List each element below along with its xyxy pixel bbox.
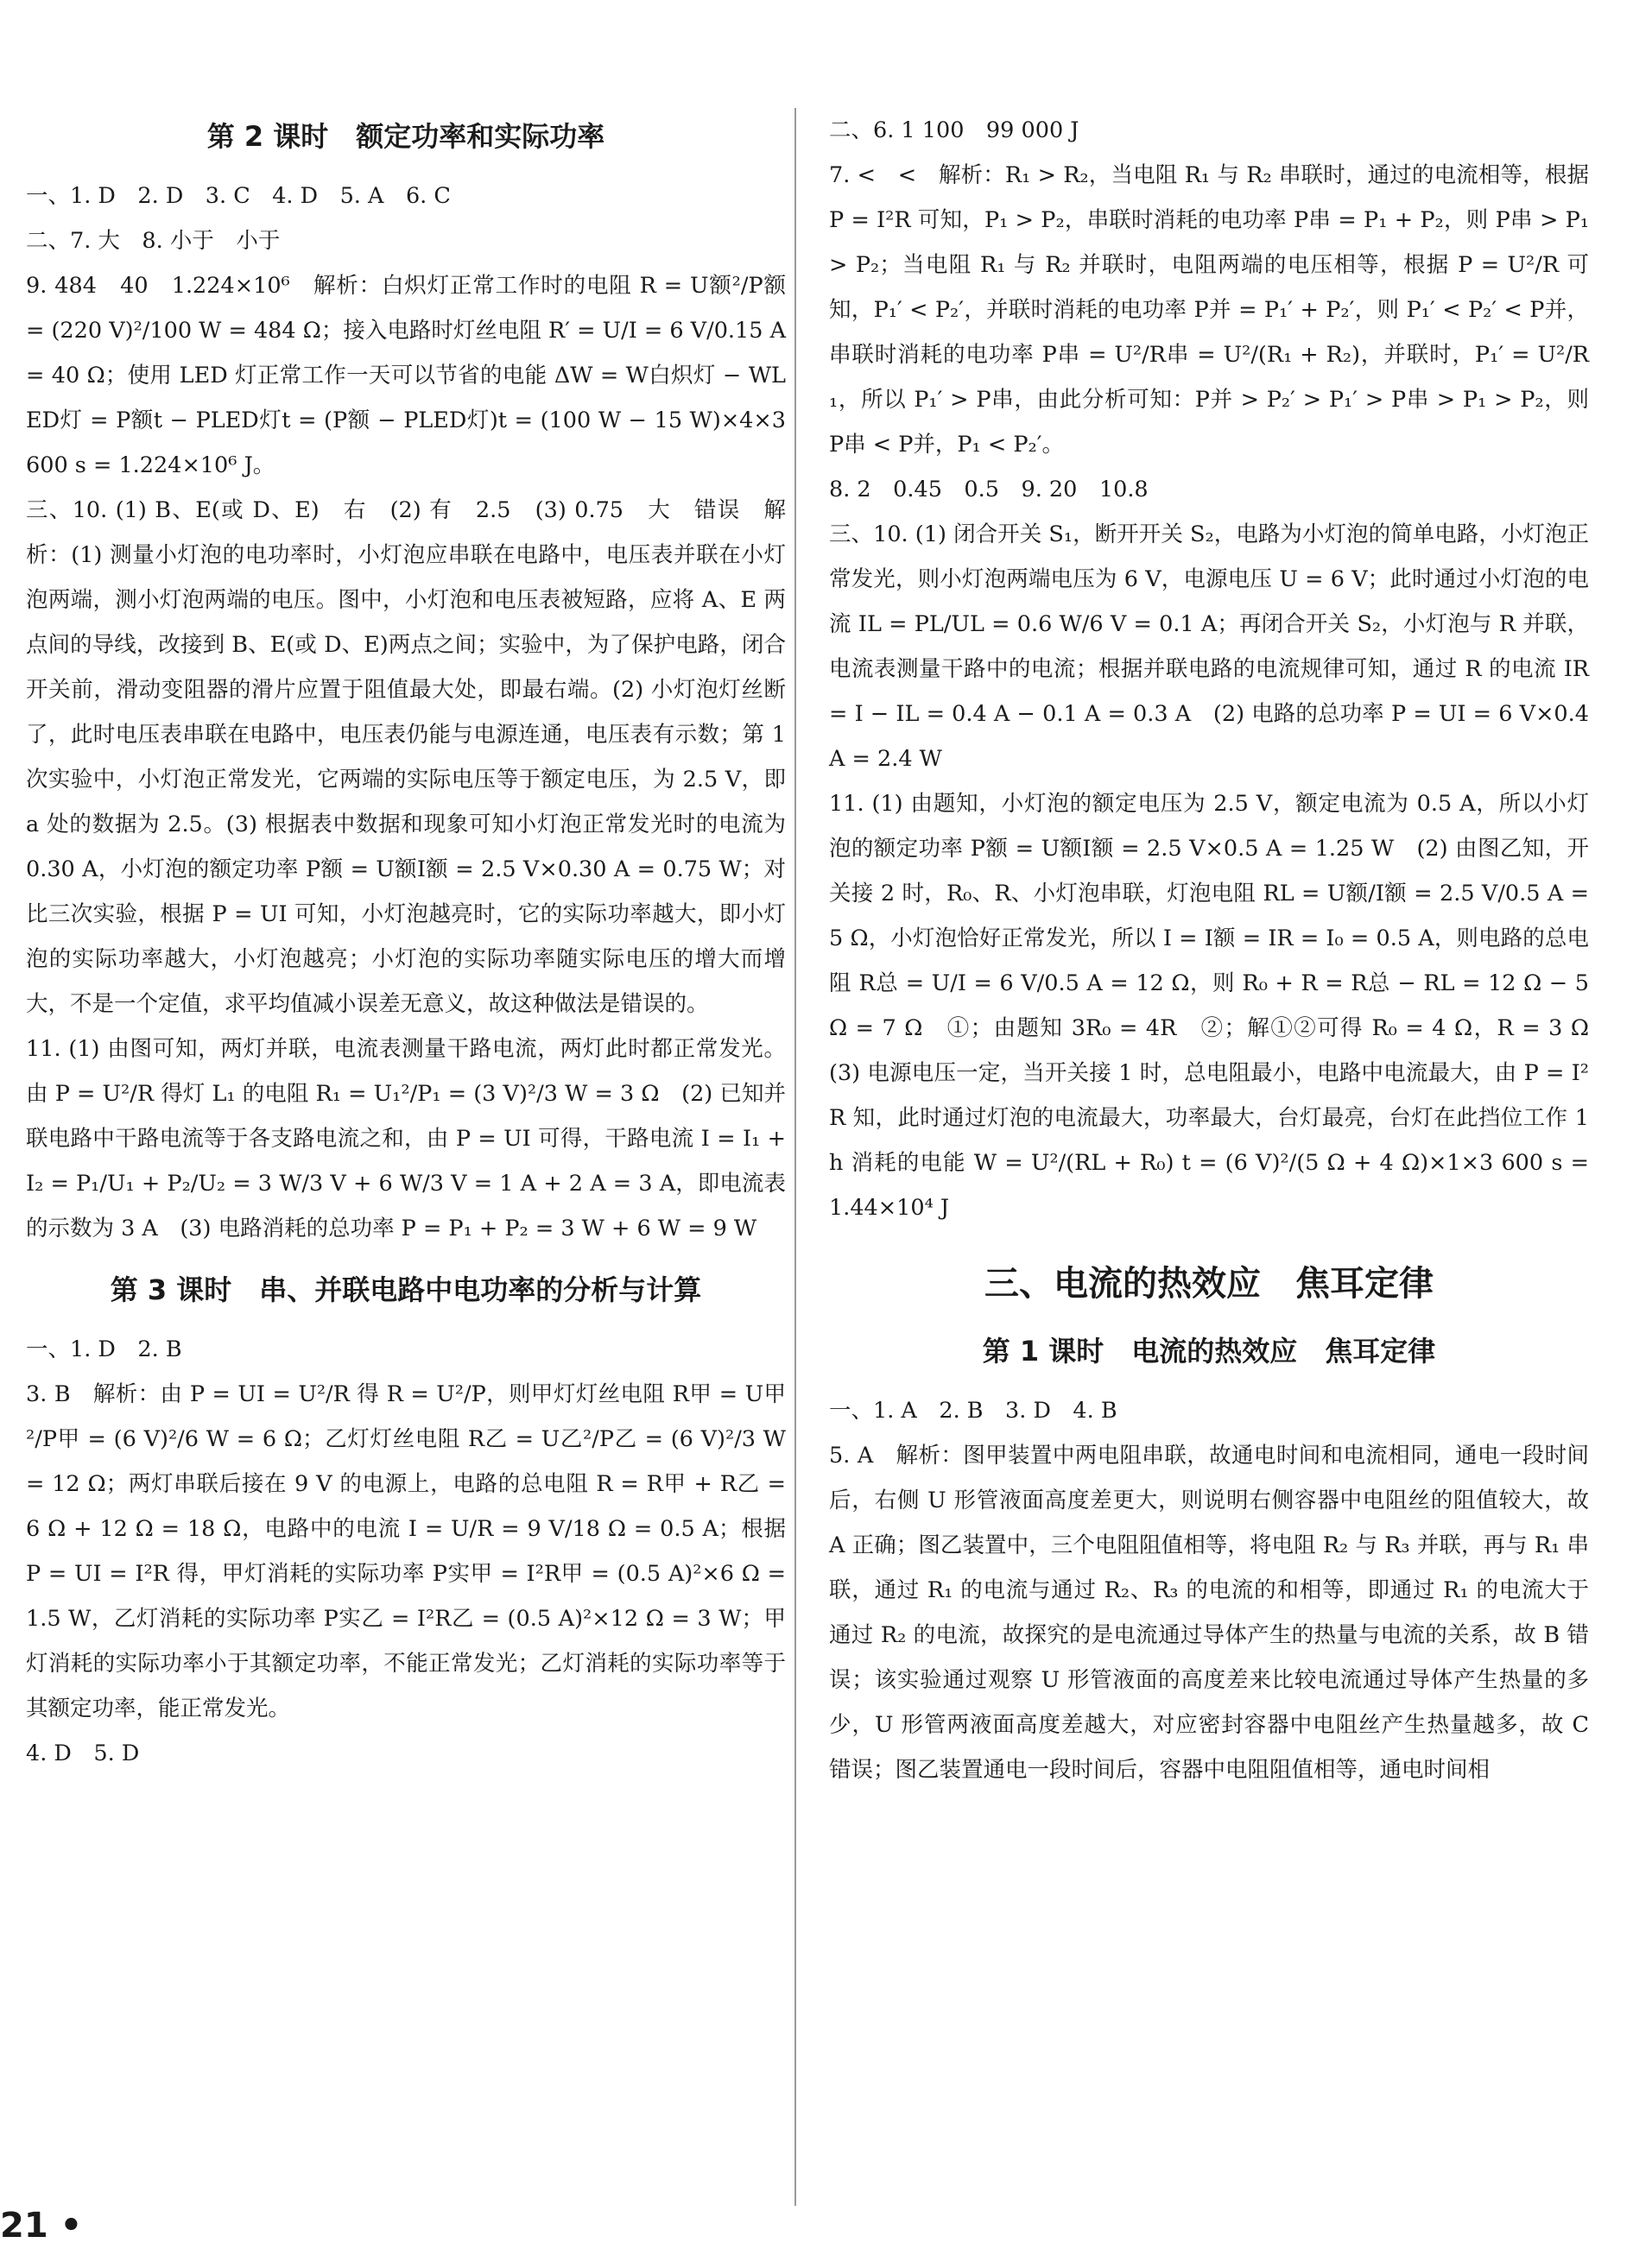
answer-q11-right: 11. (1) 由题知，小灯泡的额定电压为 2.5 V，额定电流为 0.5 A，所以小灯泡的额定功率 P额 = U额I额 = 2.5 V×0.5 A = 1.25 W (2) 由图乙知，开关接 2 时，R₀、R、小灯泡串联，灯泡电阻 RL = U额/I额 = 2.5 V/0.5 A = 5 Ω，小灯泡恰好正常发光，所以 I = I额 = IR = I₀ = 0.5 A，则电路的总电阻 R总 = U/I = 6 V/0.5 A = 12 Ω，则 R₀ + R = R总 − RL = 12 Ω − 5 Ω = 7 Ω ①；由题知 3R₀ = 4R ②；解①②可得 R₀ = 4 Ω，R = 3 Ω (3) 电源电压一定，当开关接 1 时，总电阻最小，电路中电流最大，由 P = I²R 知，此时通过灯泡的电流最大，功率最大，台灯最亮，台灯在此挡位工作 1 h 消耗的电能 W = U²/(RL + R₀) t = (6 V)²/(5 Ω + 4 Ω)×1×3 600 s = 1.44×10⁴ J: [829, 791, 1611, 1221]
right-column: [829, 108, 1611, 1792]
answer-part2: 二、7. 大 8. 小于 小于: [26, 228, 281, 254]
answer-q10: 三、10. (1) B、E(或 D、E) 右 (2) 有 2.5 (3) 0.75 大 错误 解析：(1) 测量小灯泡的电功率时，小灯泡应串联在电路中，电压表并联在小灯泡两端，测小灯泡两端的电压。图中，小灯泡和电压表被短路，应将 A、E 两点间的导线，改接到 B、E(或 D、E)两点之间；实验中，为了保护电路，闭合开关前，滑动变阻器的滑片应置于阻值最大处，即最右端。(2) 小灯泡灯丝断了，此时电压表串联在电路中，电压表仍能与电源连通，电压表有示数；第 1 次实验中，小灯泡正常发光，它两端的实际电压等于额定电压，为 2.5 V，即 a 处的数据为 2.5。(3) 根据表中数据和现象可知小灯泡正常发光时的电流为 0.30 A，小灯泡的额定功率 P额 = U额I额 = 2.5 V×0.30 A = 0.75 W；对比三次实验，根据 P = UI 可知，小灯泡越亮时，它的实际功率越大，即小灯泡的实际功率越大，小灯泡越亮；小灯泡的实际功率随实际电压的增大而增大，不是一个定值，求平均值减小误差无意义，故这种做法是错误的。: [26, 497, 794, 1017]
lesson3-heading: 第 3 课时 串、并联电路中电功率的分析与计算: [110, 1273, 702, 1306]
column-divider: [794, 108, 796, 2206]
answer-q5-heat: 5. A 解析：图甲装置中两电阻串联，故通电时间和电流相同，通电一段时间后，右侧 U 形管液面高度差更大，则说明右侧容器中电阻丝的阻值较大，故 A 正确；图乙装置中，三个电阻阻值相等，将电阻 R₂ 与 R₃ 并联，再与 R₁ 串联，通过 R₁ 的电流与通过 R₂、R₃ 的电流的和相等，即通过 R₁ 的电流大于通过 R₂ 的电流，故探究的是电流通过导体产生的热量与电流的关系，故 B 错误；该实验通过观察 U 形管液面的高度差来比较电流通过导体产生热量的多少，U 形管两液面高度差越大，对应密封容器中电阻丝产生热量越多，故 C 错误；图乙装置通电一段时间后，容器中电阻阻值相等，通电时间相: [829, 1443, 1597, 1783]
section-title: 三、电流的热效应 焦耳定律: [984, 1264, 1434, 1304]
page-number: 21 •: [0, 2206, 83, 2246]
answer-q8-q9: 8. 2 0.45 0.5 9. 20 10.8: [829, 477, 1149, 502]
answer-part1-lesson3: 一、1. D 2. B: [26, 1336, 182, 1362]
answer-q4-q5: 4. D 5. D: [26, 1740, 140, 1766]
answer-q11: 11. (1) 由图可知，两灯并联，电流表测量干路电流，两灯此时都正常发光。由 P = U²/R 得灯 L₁ 的电阻 R₁ = U₁²/P₁ = (3 V)²/3 W = 3 Ω (2) 已知并联电路中干路电流等于各支路电流之和，由 P = UI 可得，干路电流 I = I₁ + I₂ = P₁/U₁ + P₂/U₂ = 3 W/3 V + 6 W/3 V = 1 A + 2 A = 3 A，即电流表的示数为 3 A (3) 电路消耗的总功率 P = P₁ + P₂ = 3 W + 6 W = 9 W: [26, 1036, 794, 1241]
answer-part1-heat: 一、1. A 2. B 3. D 4. B: [829, 1398, 1117, 1424]
left-column: [26, 108, 794, 1776]
lesson1-heading: 第 1 课时 电流的热效应 焦耳定律: [982, 1335, 1436, 1368]
answer-q9: 9. 484 40 1.224×10⁶ 解析：白炽灯正常工作时的电阻 R = U额²/P额 = (220 V)²/100 W = 484 Ω；接入电路时灯丝电阻 R′ = U/I = 6 V/0.15 A = 40 Ω；使用 LED 灯正常工作一天可以节省的电能 ΔW = W白炽灯 − WLED灯 = P额t − PLED灯t = (P额 − PLED灯)t = (100 W − 15 W)×4×3 600 s = 1.224×10⁶ J。: [26, 273, 794, 478]
answer-q7: 7. < < 解析：R₁ > R₂，当电阻 R₁ 与 R₂ 串联时，通过的电流相等，根据 P = I²R 可知，P₁ > P₂，串联时消耗的电功率 P串 = P₁ + P₂，则 P串 > P₁ > P₂；当电阻 R₁ 与 R₂ 并联时，电阻两端的电压相等，根据 P = U²/R 可知，P₁′ < P₂′，并联时消耗的电功率 P并 = P₁′ + P₂′，则 P₁′ < P₂′ < P并，串联时消耗的电功率 P串 = U²/R串 = U²/(R₁ + R₂)，并联时，P₁′ = U²/R₁，所以 P₁′ > P串，由此分析可知：P并 > P₂′ > P₁′ > P串 > P₁ > P₂，则 P串 < P并，P₁ < P₂′。: [829, 162, 1597, 458]
lesson2-heading: 第 2 课时 额定功率和实际功率: [206, 120, 605, 153]
answer-q6: 二、6. 1 100 99 000 J: [829, 117, 1079, 143]
answer-q10-right: 三、10. (1) 闭合开关 S₁，断开开关 S₂，电路为小灯泡的简单电路，小灯泡正常发光，则小灯泡两端电压为 6 V，电源电压 U = 6 V；此时通过小灯泡的电流 IL = PL/UL = 0.6 W/6 V = 0.1 A；再闭合开关 S₂，小灯泡与 R 并联，电流表测量干路中的电流；根据并联电路的电流规律可知，通过 R 的电流 IR = I − IL = 0.4 A − 0.1 A = 0.3 A (2) 电路的总功率 P = UI = 6 V×0.4 A = 2.4 W: [829, 521, 1597, 772]
answer-part1: 一、1. D 2. D 3. C 4. D 5. A 6. C: [26, 183, 451, 209]
answer-q3: 3. B 解析：由 P = UI = U²/R 得 R = U²/P，则甲灯灯丝电阻 R甲 = U甲²/P甲 = (6 V)²/6 W = 6 Ω；乙灯灯丝电阻 R乙 = U乙²/P乙 = (6 V)²/3 W = 12 Ω；两灯串联后接在 9 V 的电源上，电路的总电阻 R = R甲 + R乙 = 6 Ω + 12 Ω = 18 Ω，电路中的电流 I = U/R = 9 V/18 Ω = 0.5 A；根据 P = UI = I²R 得，甲灯消耗的实际功率 P实甲 = I²R甲 = (0.5 A)²×6 Ω = 1.5 W，乙灯消耗的实际功率 P实乙 = I²R乙 = (0.5 A)²×12 Ω = 3 W；甲灯消耗的实际功率小于其额定功率，不能正常发光；乙灯消耗的实际功率等于其额定功率，能正常发光。: [26, 1381, 794, 1722]
